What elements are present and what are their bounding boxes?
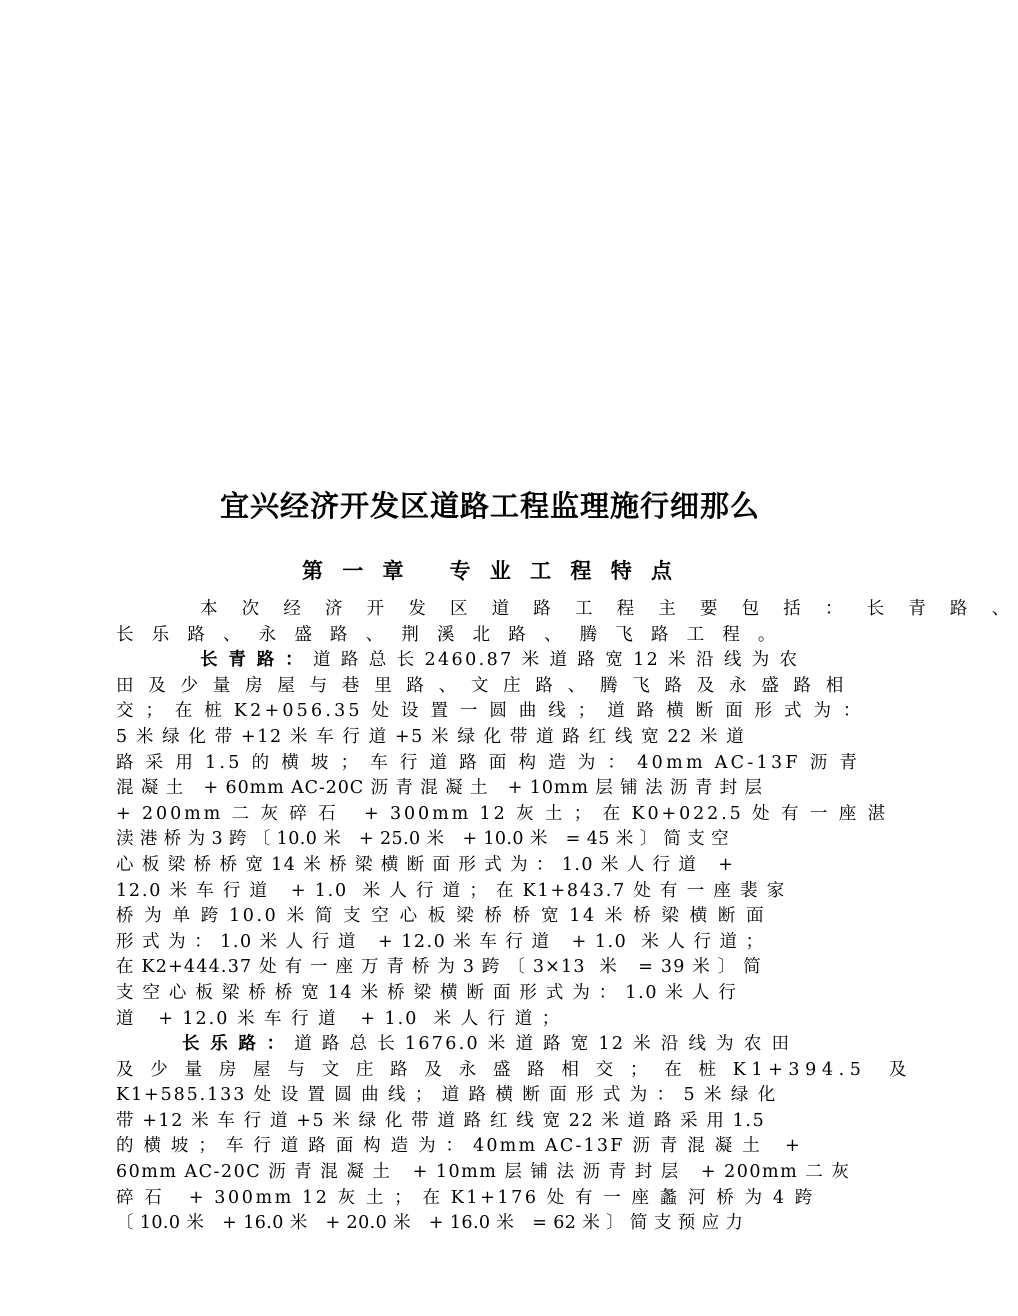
line-text: 12.0 米 车 行 道 + 1.0 米 人 行 道 ； 在 K1+843.7 处 有 一 座 裴 家 — [116, 880, 787, 901]
text-line — [116, 699, 871, 725]
line-text: 道 路 总 长 1676.0 米 道 路 宽 12 米 沿 线 为 农 田 — [286, 1034, 792, 1055]
line-text: 的 横 坡 ； 车 行 道 路 面 构 造 为 ： 40mm AC-13F 沥 青 混 凝 土 + — [116, 1136, 803, 1157]
text-line — [116, 1007, 871, 1033]
text-line — [116, 1032, 871, 1058]
body-text — [116, 597, 1018, 1237]
line-text: 带 +12 米 车 行 道 +5 米 绿 化 带 道 路 红 线 宽 22 米 道 路 采 用 1.5 — [116, 1110, 766, 1131]
line-text: 支 空 心 板 梁 桥 桥 宽 14 米 桥 梁 横 断 面 形 式 为 ： 1.0 米 人 行 — [116, 982, 738, 1003]
text-line — [116, 776, 871, 802]
line-text: 在 K2+444.37 处 有 一 座 万 青 桥 为 3 跨 〔 3×13 米 = 39 米 〕 简 — [116, 957, 762, 978]
line-text: 桥 为 单 跨 10.0 米 简 支 空 心 板 梁 桥 桥 宽 14 米 桥 梁 横 断 面 — [116, 906, 767, 927]
line-text: 本 次 经 济 开 发 区 道 路 工 程 主 要 包 括 ： 长 青 路 、 — [200, 599, 1018, 619]
text-line — [116, 879, 871, 905]
text-line — [116, 597, 1018, 623]
line-text: 心 板 梁 桥 桥 宽 14 米 桥 梁 横 断 面 形 式 为 ： 1.0 米 人 行 道 + — [116, 854, 735, 875]
text-line — [116, 827, 871, 853]
line-text: + 200mm 二 灰 碎 石 + 300mm 12 灰 土 ； 在 K0+022.5 处 有 一 座 湛 — [116, 803, 888, 824]
text-line — [116, 623, 871, 649]
text-line — [116, 1058, 912, 1084]
line-text: 60mm AC-20C 沥 青 混 凝 土 + 10mm 层 铺 法 沥 青 封 层 + 200mm 二 灰 — [116, 1162, 851, 1183]
text-line — [116, 930, 871, 956]
line-text: 道 + 12.0 米 车 行 道 + 1.0 米 人 行 道 ； — [116, 1008, 562, 1029]
line-text: 长 乐 路 、 永 盛 路 、 荆 溪 北 路 、 腾 飞 路 工 程 。 — [116, 624, 782, 645]
line-text: 道 路 总 长 2460.87 米 道 路 宽 12 米 沿 线 为 农 — [305, 650, 800, 671]
text-line — [116, 802, 888, 828]
section-label: 长 青 路 ： — [200, 650, 306, 671]
line-text: 及 少 量 房 屋 与 文 庄 路 及 永 盛 路 相 交 ； 在 桩 K1+394.5 及 — [116, 1059, 912, 1080]
line-text: K1+585.133 处 设 置 圆 曲 线 ； 道 路 横 断 面 形 式 为 ： 5 米 绿 化 — [116, 1085, 778, 1106]
text-line — [116, 674, 871, 700]
text-line — [116, 1160, 871, 1186]
line-text: 混 凝 土 + 60mm AC-20C 沥 青 混 凝 土 + 10mm 层 铺 法 沥 青 封 层 — [116, 778, 763, 799]
text-line — [116, 853, 871, 879]
text-line — [116, 725, 871, 751]
line-text: 路 采 用 1.5 的 横 坡 ； 车 行 道 路 面 构 造 为 ： 40mm AC-13F 沥 青 — [116, 752, 861, 773]
line-text: 形 式 为 ： 1.0 米 人 行 道 + 12.0 米 车 行 道 + 1.0 米 人 行 道 ； — [116, 931, 765, 952]
text-line — [116, 1083, 871, 1109]
text-line — [116, 955, 871, 981]
text-line — [116, 1186, 871, 1212]
text-line — [116, 1134, 871, 1160]
chapter-heading: 第 一 章 专 业 工 程 特 点 — [301, 558, 679, 583]
line-text: 渎 港 桥 为 3 跨 〔 10.0 米 + 25.0 米 + 10.0 米 = 45 米 〕 简 支 空 — [116, 829, 730, 850]
line-text: 〔 10.0 米 + 16.0 米 + 20.0 米 + 16.0 米 = 62 米 〕 简 支 预 应 力 — [116, 1213, 744, 1234]
section-label: 长 乐 路 ： — [182, 1034, 287, 1055]
text-line — [116, 1211, 871, 1237]
text-line — [116, 904, 871, 930]
document-title: 宜兴经济开发区道路工程监理施行细那么 — [219, 489, 760, 523]
text-line — [116, 751, 871, 777]
text-line — [116, 648, 871, 674]
line-text: 田 及 少 量 房 屋 与 巷 里 路 、 文 庄 路 、 腾 飞 路 及 永 盛 路 相 — [116, 675, 848, 696]
line-text: 碎 石 + 300mm 12 灰 土 ； 在 K1+176 处 有 一 座 蠡 河 桥 为 4 跨 — [116, 1187, 815, 1208]
line-text: 5 米 绿 化 带 +12 米 车 行 道 +5 米 绿 化 带 道 路 红 线 宽 22 米 道 — [116, 726, 746, 747]
text-line — [116, 981, 871, 1007]
text-line — [116, 1109, 871, 1135]
line-text: 交 ； 在 桩 K2+056.35 处 设 置 一 圆 曲 线 ； 道 路 横 断 面 形 式 为 ： — [116, 701, 864, 722]
